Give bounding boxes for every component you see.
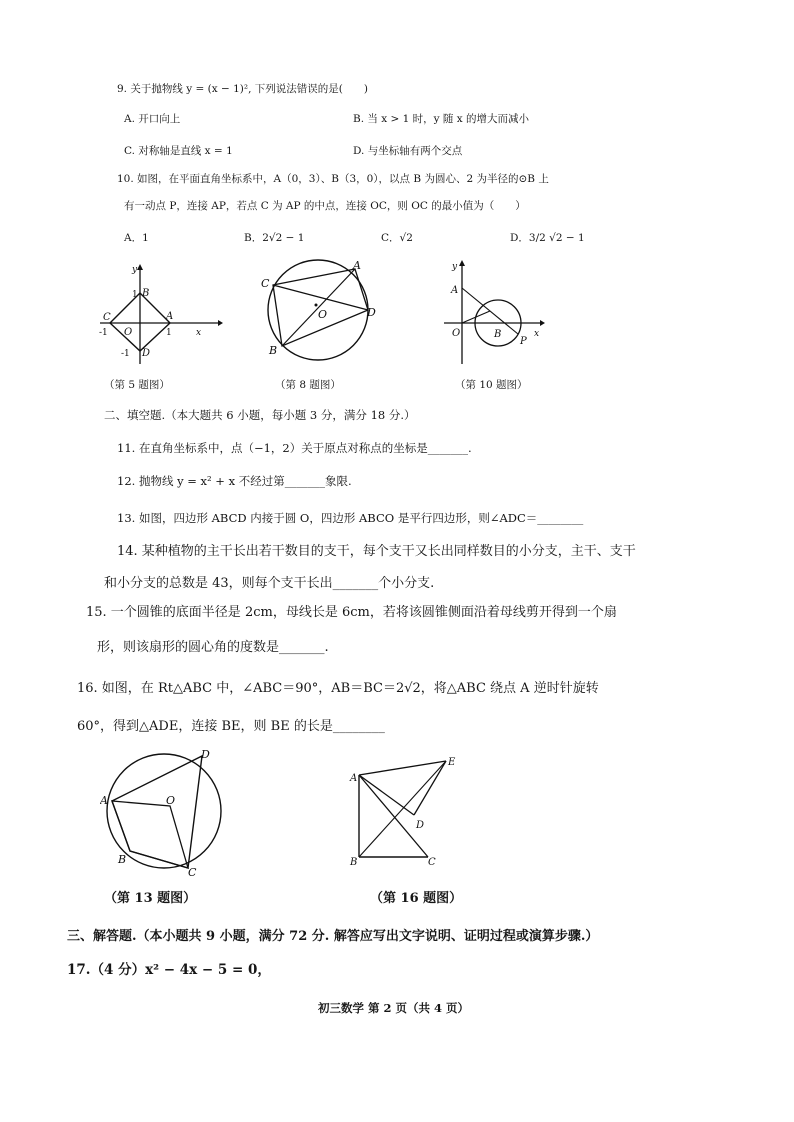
point-b-label: B	[142, 288, 150, 299]
point-b-label: B	[350, 857, 358, 868]
caption-fig13: （第 13 题图）	[104, 891, 197, 906]
tick-1-y: 1	[132, 290, 138, 300]
point-c-label: C	[188, 866, 197, 879]
point-d-label: D	[142, 348, 151, 359]
q10-stem-line2: 有一动点 P，连接 AP，若点 C 为 AP 的中点，连接 OC，则 OC 的最小值为（ ）	[124, 200, 526, 212]
point-b-label: B	[269, 344, 278, 357]
q11: 11. 在直角坐标系中，点（−1，2）关于原点对称点的坐标是_______.	[117, 441, 472, 455]
q17: 17.（4 分）x² − 4x − 5 = 0，	[67, 962, 271, 978]
axis-x-label: x	[534, 329, 540, 339]
point-a-label: A	[451, 285, 459, 296]
q10-stem-line1: 10. 如图，在平面直角坐标系中，A（0，3）、B（3，0），以点 B 为圆心、2 为半径的⊙B 上	[117, 173, 549, 185]
q9-stem: 9. 关于抛物线 y = (x − 1)², 下列说法错误的是( )	[117, 83, 368, 95]
point-b-label: B	[494, 329, 502, 340]
point-d-label: D	[201, 748, 210, 761]
point-e-label: E	[448, 757, 456, 768]
q16-line2: 60°，得到△ADE，连接 BE，则 BE 的长是________	[77, 719, 385, 734]
q12: 12. 抛物线 y = x² + x 不经过第_______象限.	[117, 474, 352, 488]
point-b-label: B	[118, 853, 127, 866]
q10-option-b: B．2√2 − 1	[244, 232, 305, 244]
point-c-label: C	[428, 857, 436, 868]
center-o-label: O	[318, 308, 328, 321]
tick-1-x: 1	[166, 328, 172, 338]
section3-heading: 三、解答题.（本小题共 9 小题，满分 72 分. 解答应写出文字说明、证明过程或演算步骤.）	[67, 929, 599, 944]
q9-option-a: A. 开口向上	[124, 113, 181, 125]
caption-fig16: （第 16 题图）	[370, 891, 463, 906]
section2-heading: 二、填空题.（本大题共 6 小题，每小题 3 分，满分 18 分.）	[104, 408, 416, 422]
axis-y-label: y	[452, 262, 458, 272]
q14-line1: 14. 某种植物的主干长出若干数目的支干，每个支干又长出同样数目的小分支，主干、支干	[117, 544, 636, 559]
q10-option-c: C．√2	[381, 232, 413, 244]
q9-option-c: C. 对称轴是直线 x = 1	[124, 145, 233, 157]
q10-option-d: D．3/2 √2 − 1	[510, 232, 585, 244]
figure-q8	[254, 258, 384, 368]
caption-fig5: （第 5 题图）	[104, 379, 170, 391]
q9-option-d: D. 与坐标轴有两个交点	[353, 145, 463, 157]
center-o-label: O	[166, 794, 176, 807]
point-c-label: C	[103, 312, 111, 323]
q15-line1: 15. 一个圆锥的底面半径是 2cm，母线长是 6cm，若将该圆锥侧面沿着母线剪开得到一个扇	[86, 605, 617, 620]
q15-line2: 形，则该扇形的圆心角的度数是_______.	[97, 640, 329, 655]
point-c-label: C	[261, 277, 270, 290]
figure-q16	[344, 755, 474, 870]
page-footer: 初三数学 第 2 页（共 4 页）	[318, 1001, 470, 1015]
tick-neg1-x: -1	[99, 328, 108, 338]
point-a-label: A	[353, 259, 361, 272]
caption-fig10: （第 10 题图）	[455, 379, 528, 391]
point-a-label: A	[100, 794, 108, 807]
figure-q13	[100, 745, 230, 880]
point-a-label: A	[166, 311, 174, 322]
point-d-label: D	[416, 820, 425, 831]
figure-q5	[96, 262, 224, 368]
origin-label: O	[452, 328, 461, 339]
point-d-label: D	[367, 306, 376, 319]
origin-label: O	[124, 327, 133, 338]
q16-line1: 16. 如图，在 Rt△ABC 中，∠ABC＝90°，AB＝BC＝2√2，将△ABC 绕点 A 逆时针旋转	[77, 681, 599, 696]
tick-neg1-y: -1	[121, 349, 130, 359]
point-a-label: A	[350, 773, 358, 784]
q10-option-a: A．1	[124, 232, 149, 244]
figure-q10	[442, 258, 546, 368]
caption-fig8: （第 8 题图）	[275, 379, 341, 391]
axis-y-label: y	[132, 265, 138, 275]
q9-option-b: B. 当 x > 1 时，y 随 x 的增大而减小	[353, 113, 530, 125]
axis-x-label: x	[196, 328, 202, 338]
q14-line2: 和小分支的总数是 43，则每个支干长出_______个小分支.	[104, 576, 435, 591]
q13: 13. 如图，四边形 ABCD 内接于圆 O，四边形 ABCO 是平行四边形，则∠ADC＝________	[117, 511, 584, 525]
point-p-label: P	[520, 336, 527, 347]
